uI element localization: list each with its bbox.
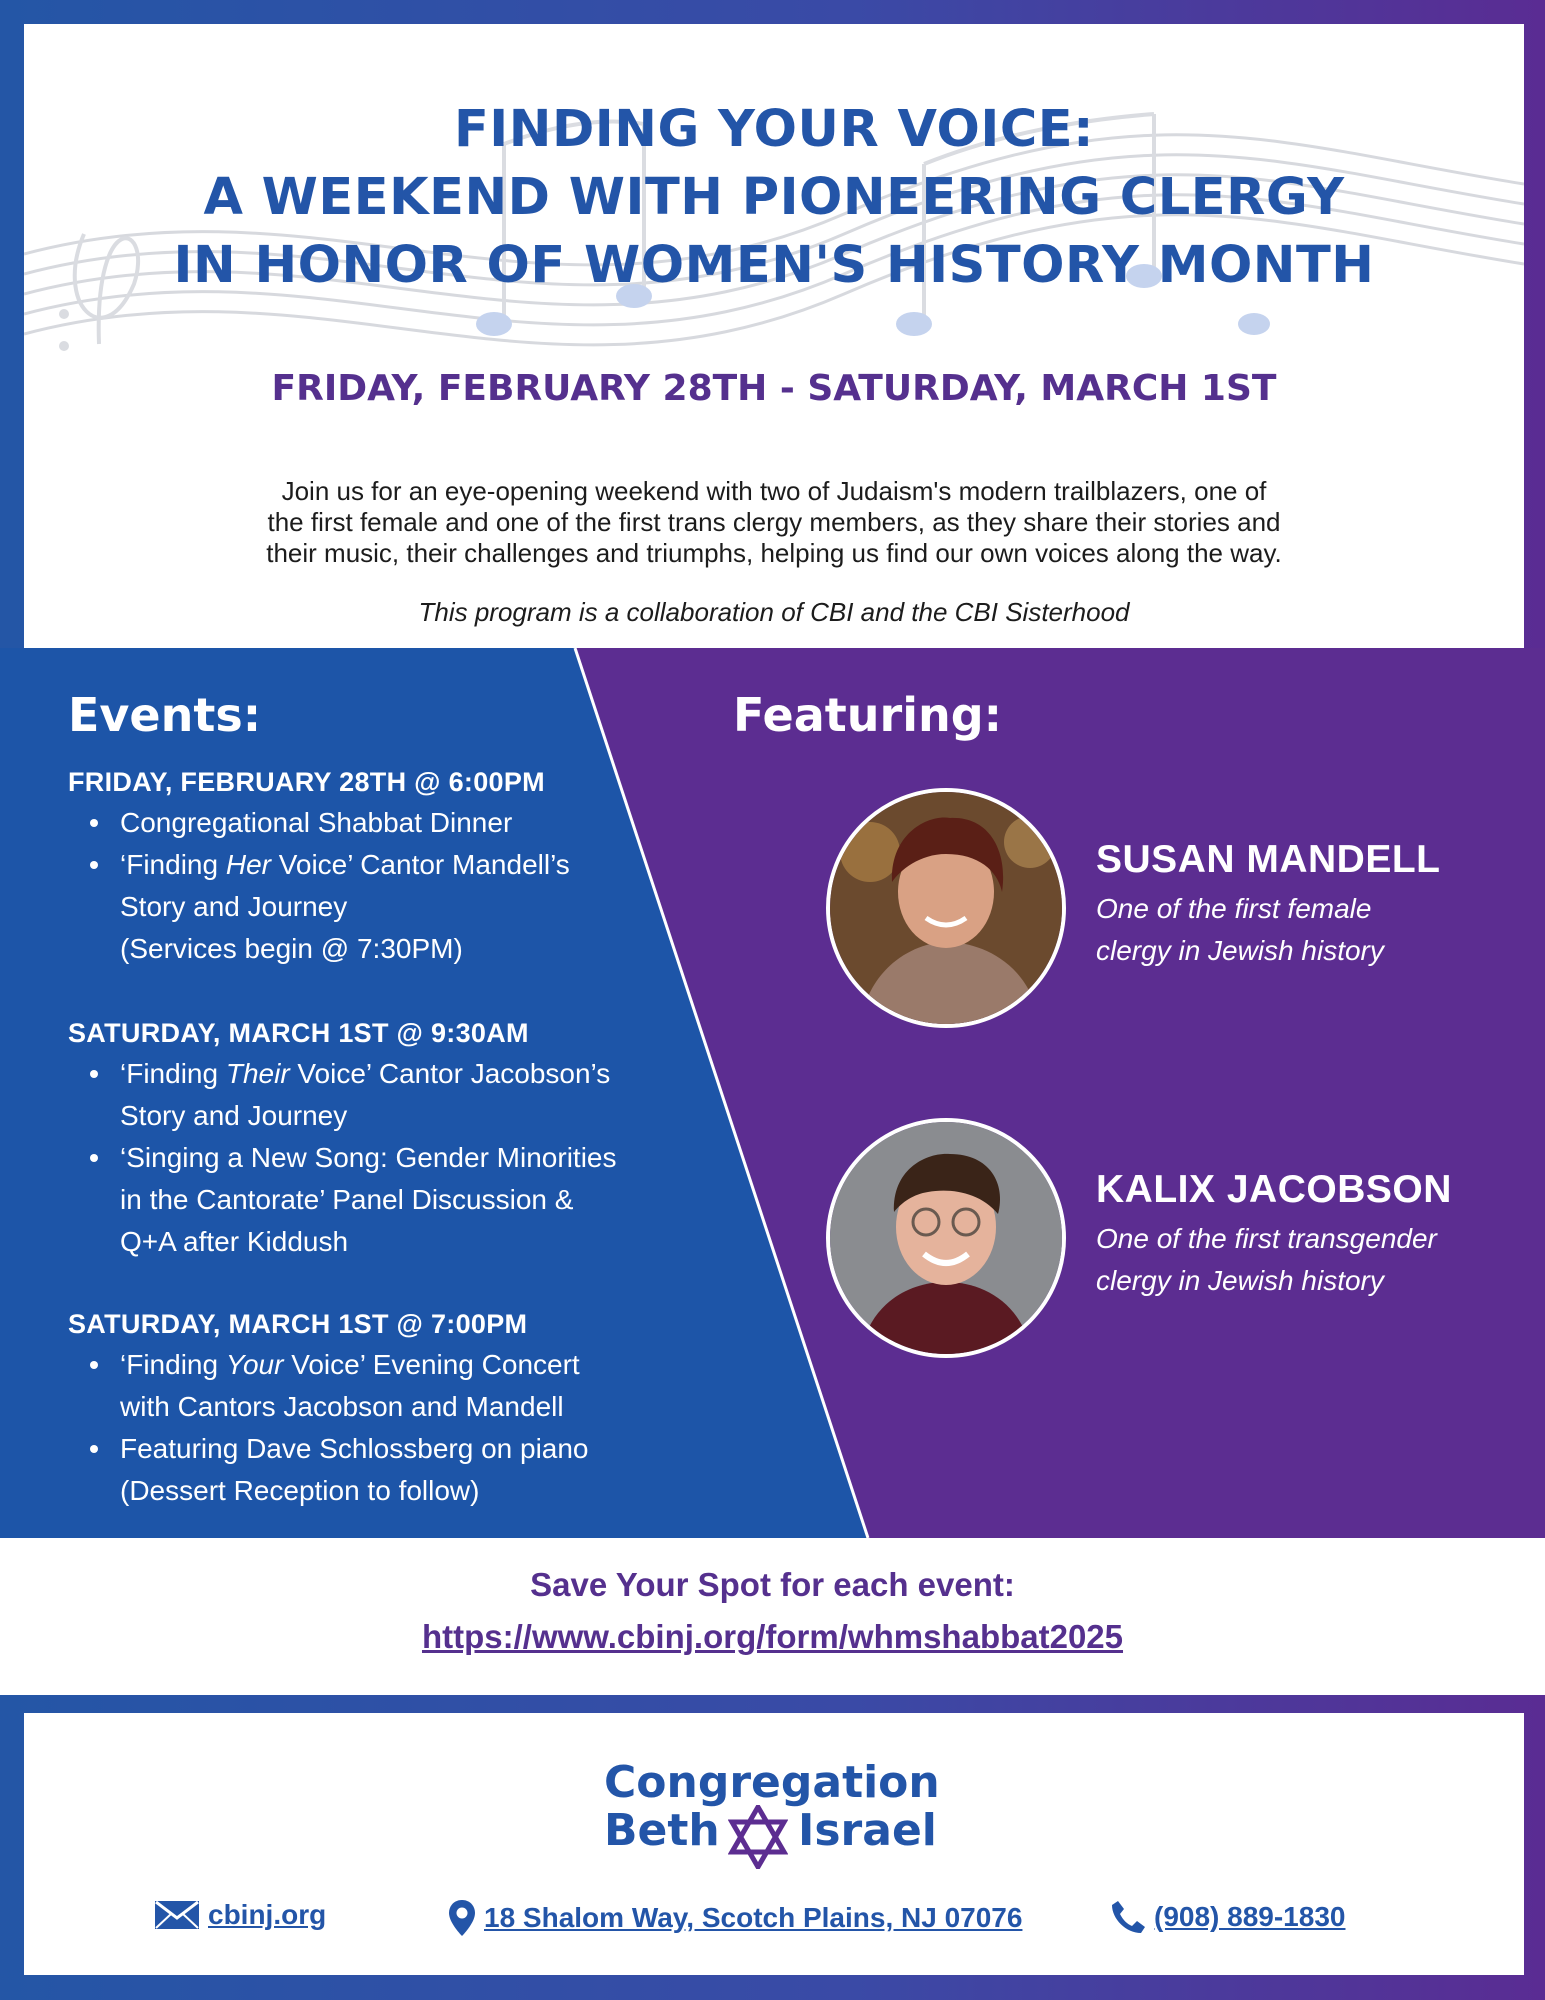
- event-block-friday: [68, 762, 708, 970]
- event-item: Featuring Dave Schlossberg on piano: [120, 1428, 708, 1470]
- person-description: One of the first transgender clergy in Jewish history: [1096, 1223, 1437, 1296]
- intro-line: the first female and one of the first trans clergy members, as they share their stories and: [267, 507, 1281, 537]
- registration-label: Save Your Spot for each event:: [530, 1566, 1015, 1603]
- address-contact: [448, 1899, 1022, 1937]
- website-contact: [154, 1899, 326, 1931]
- program-section: [0, 648, 1545, 1538]
- intro-line: their music, their challenges and triumphs, helping us find our own voices along the way.: [266, 538, 1282, 568]
- congregation-logo: [604, 1757, 944, 1882]
- collaboration-note: This program is a collaboration of CBI and the CBI Sisterhood: [418, 597, 1130, 627]
- star-of-david-icon: [728, 1805, 788, 1869]
- event-block-saturday-morning: [68, 1013, 708, 1263]
- website-link[interactable]: cbinj.org: [208, 1899, 327, 1930]
- events-heading: Events:: [68, 688, 262, 742]
- logo-text: Beth: [604, 1805, 720, 1856]
- event-note: (Services begin @ 7:30PM): [120, 933, 463, 964]
- title-line: FINDING YOUR VOICE:: [453, 100, 1095, 159]
- person-name: KALIX JACOBSON: [1096, 1168, 1452, 1211]
- person-name: SUSAN MANDELL: [1096, 838, 1441, 881]
- event-dates: FRIDAY, FEBRUARY 28TH - SATURDAY, MARCH 1ST: [271, 368, 1277, 409]
- featuring-heading: Featuring:: [733, 688, 1003, 742]
- event-note: (Dessert Reception to follow): [120, 1475, 480, 1506]
- address-link[interactable]: 18 Shalom Way, Scotch Plains, NJ 07076: [484, 1902, 1023, 1933]
- title-line: IN HONOR OF WOMEN'S HISTORY MONTH: [173, 236, 1375, 295]
- portrait-photo: [826, 788, 1066, 1028]
- phone-contact: [1110, 1899, 1345, 1935]
- event-item: Congregational Shabbat Dinner: [120, 802, 708, 844]
- event-time: SATURDAY, MARCH 1ST @ 7:00PM: [68, 1309, 528, 1339]
- event-title: [24, 96, 1524, 300]
- event-item: ‘Singing a New Song: Gender Minorities in the Cantorate’ Panel Discussion & Q+A after Kiddush: [120, 1137, 708, 1263]
- map-pin-icon: [448, 1899, 476, 1937]
- intro-line: Join us for an eye-opening weekend with two of Judaism's modern trailblazers, one of: [281, 476, 1267, 506]
- footer-panel: [24, 1713, 1524, 1975]
- event-list: [68, 802, 708, 928]
- event-list: [68, 1344, 708, 1470]
- event-item: ‘Finding Her Voice’ Cantor Mandell’s Story and Journey: [120, 844, 708, 928]
- header-panel: [24, 24, 1524, 648]
- phone-icon: [1110, 1899, 1146, 1935]
- event-list: [68, 1053, 708, 1263]
- intro-text: [124, 476, 1424, 569]
- event-time: FRIDAY, FEBRUARY 28TH @ 6:00PM: [68, 767, 545, 797]
- event-time: SATURDAY, MARCH 1ST @ 9:30AM: [68, 1018, 529, 1048]
- logo-text: Israel: [798, 1805, 937, 1856]
- event-block-saturday-evening: [68, 1304, 708, 1512]
- phone-link[interactable]: (908) 889-1830: [1154, 1901, 1346, 1932]
- title-line: A WEEKEND WITH PIONEERING CLERGY: [203, 168, 1345, 227]
- event-item: ‘Finding Your Voice’ Evening Concert with Cantors Jacobson and Mandell: [120, 1344, 708, 1428]
- event-item: ‘Finding Their Voice’ Cantor Jacobson’s Story and Journey: [120, 1053, 708, 1137]
- registration-link[interactable]: https://www.cbinj.org/form/whmshabbat2025: [421, 1618, 1124, 1655]
- registration-section: [0, 1538, 1545, 1695]
- portrait-photo: [826, 1118, 1066, 1358]
- mail-icon: [154, 1900, 200, 1930]
- person-description: One of the first female clergy in Jewish history: [1096, 893, 1384, 966]
- logo-text: Congregation: [604, 1757, 940, 1808]
